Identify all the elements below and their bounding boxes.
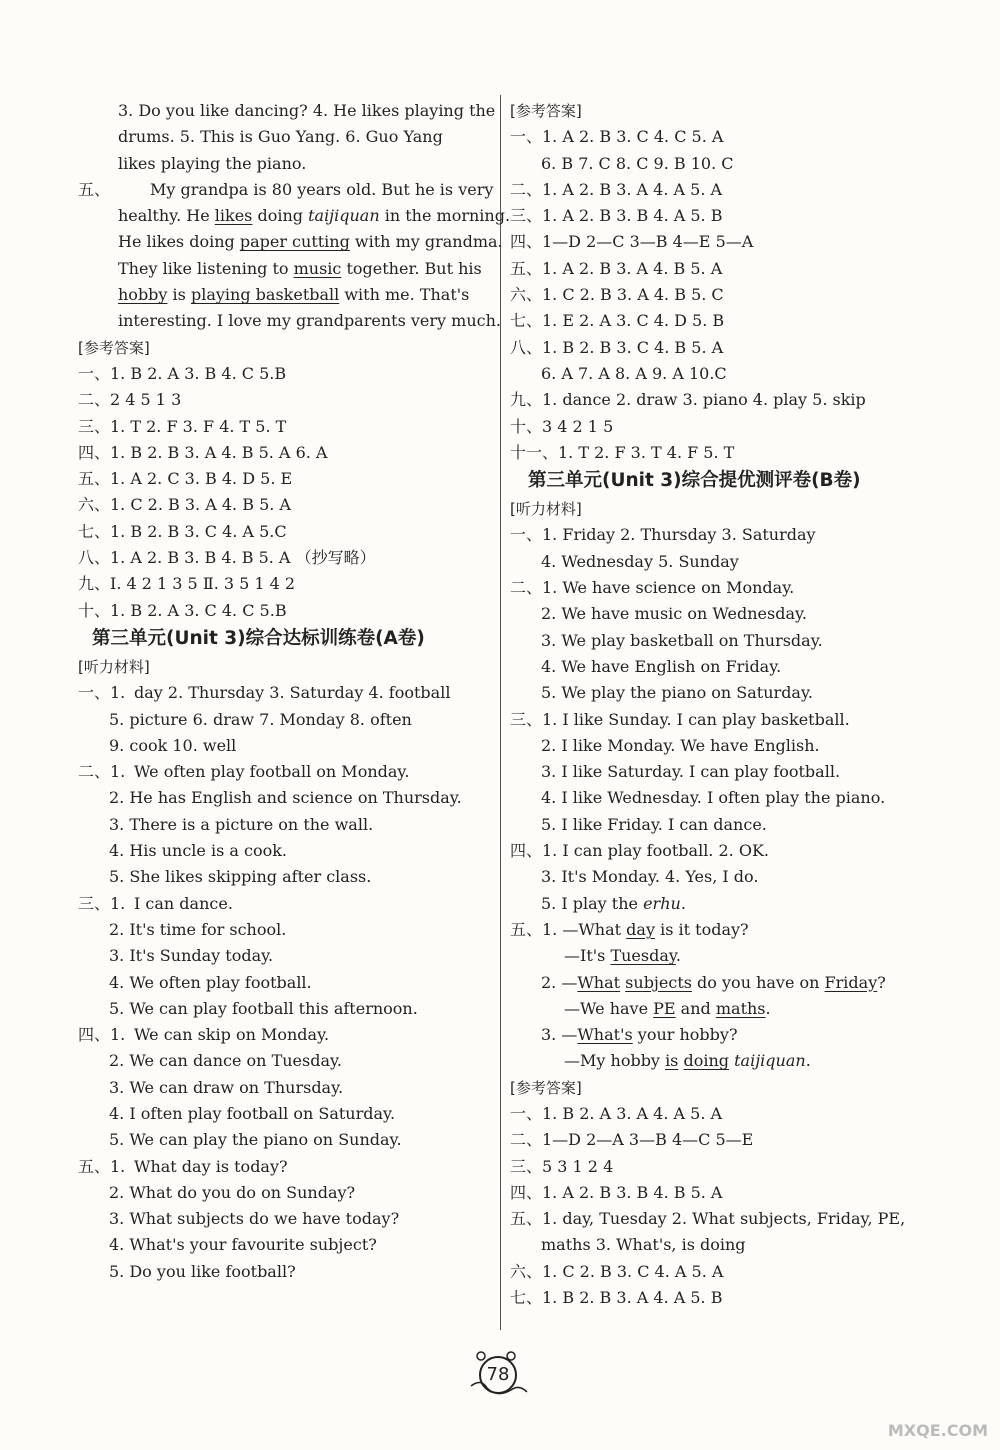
list-line: 5. We play the piano on Saturday. <box>541 683 813 703</box>
list-line: 九、1. dance 2. draw 3. piano 4. play 5. skip <box>510 390 866 410</box>
listening-line <box>78 680 498 706</box>
dialogue-line: 3. —What's your hobby? <box>541 1025 738 1045</box>
list-line: 4. I like Wednesday. I often play the piano. <box>541 788 886 808</box>
answer-line: 二、2 4 5 1 3 <box>78 390 182 410</box>
item-text: 3. It's Sunday today. <box>109 946 274 966</box>
answer-list <box>510 1101 930 1311</box>
listening-line <box>78 1154 498 1180</box>
page-number: 78 <box>486 1364 510 1385</box>
answer-line: 六、1. C 2. B 3. A 4. B 5. A <box>78 495 291 515</box>
passage-line: He likes doing paper cutting with my grandma. <box>118 232 503 252</box>
list-line: 七、1. B 2. B 3. A 4. A 5. B <box>510 1288 723 1308</box>
item-text: 9. cook 10. well <box>109 735 237 755</box>
list-line: 一、1. B 2. A 3. A 4. A 5. A <box>510 1103 723 1123</box>
answer-list <box>510 124 930 466</box>
listening-line <box>78 733 498 759</box>
dialogue-line: —We have PE and maths. <box>564 998 771 1018</box>
list-line: 三、5 3 1 2 4 <box>510 1156 614 1176</box>
list-line: 三、1. I like Sunday. I can play basketball. <box>510 709 850 729</box>
listening-line <box>78 1075 498 1101</box>
item-text: 2. It's time for school. <box>109 919 287 939</box>
item-number: 五、1. <box>78 1156 126 1176</box>
text-line: drums. 5. This is Guo Yang. 6. Guo Yang <box>118 127 443 147</box>
listening-header: [听力材料] <box>78 657 150 676</box>
list-line: 6. B 7. C 8. C 9. B 10. C <box>541 153 734 173</box>
listening-header: [听力材料] <box>510 500 582 519</box>
text-line: 3. Do you like dancing? 4. He likes playing the <box>118 101 496 120</box>
passage-line: 五、 My grandpa is 80 years old. But he is very <box>78 177 498 203</box>
list-line: 七、1. E 2. A 3. C 4. D 5. B <box>510 311 725 331</box>
item-text: 3. What subjects do we have today? <box>109 1209 400 1229</box>
answer-line: 八、1. A 2. B 3. B 4. B 5. A （抄写略） <box>78 548 376 568</box>
item-text: 5. She likes skipping after class. <box>109 867 372 887</box>
listening-line <box>78 1180 498 1206</box>
listening-line <box>78 996 498 1022</box>
right-column <box>510 98 930 1311</box>
item-text: 2. He has English and science on Thursday. <box>109 788 462 808</box>
list-line: 五、1. day, Tuesday 2. What subjects, Friday, PE, <box>510 1209 906 1229</box>
item-text: 5. picture 6. draw 7. Monday 8. often <box>109 709 412 729</box>
list-line: 四、1—D 2—C 3—B 4—E 5—A <box>510 232 754 252</box>
item-text: We can skip on Monday. <box>134 1025 330 1045</box>
list-line: 十一、1. T 2. F 3. T 4. F 5. T <box>510 442 735 462</box>
list-line: 四、1. A 2. B 3. B 4. B 5. A <box>510 1182 723 1202</box>
list-line: 四、1. I can play football. 2. OK. <box>510 841 769 861</box>
list-line: 六、1. C 2. B 3. C 4. A 5. A <box>510 1261 724 1281</box>
list-line: 一、1. Friday 2. Thursday 3. Saturday <box>510 525 816 545</box>
item-number: 四、1. <box>78 1025 126 1045</box>
list-line: 3. We play basketball on Thursday. <box>541 630 823 650</box>
item-text: 2. What do you do on Sunday? <box>109 1182 356 1202</box>
item-text: I can dance. <box>134 893 233 913</box>
watermark-text: MXQE.COM <box>887 1421 988 1440</box>
listening-list <box>78 680 498 1285</box>
listening-list <box>510 522 930 890</box>
item-text: 3. There is a picture on the wall. <box>109 814 374 834</box>
item-number: 一、1. <box>78 683 126 703</box>
listening-line <box>78 838 498 864</box>
answer-line: 七、1. B 2. B 3. C 4. A 5.C <box>78 521 287 541</box>
dialogue-line: 五、1. —What day is it today? <box>510 919 749 939</box>
answer-line: 五、1. A 2. C 3. B 4. D 5. E <box>78 469 293 489</box>
passage <box>78 177 511 335</box>
answer-line: 一、1. B 2. A 3. B 4. C 5.B <box>78 363 287 383</box>
listening-line <box>78 707 498 733</box>
answer-line: 三、1. T 2. F 3. F 4. T 5. T <box>78 416 287 436</box>
answers-header: [参考答案] <box>510 102 582 120</box>
list-line: 3. I like Saturday. I can play football. <box>541 762 841 782</box>
list-line: 一、1. A 2. B 3. C 4. C 5. A <box>510 127 724 147</box>
column-divider <box>500 95 501 1330</box>
listening-line <box>78 1022 498 1048</box>
list-line: 八、1. B 2. B 3. C 4. B 5. A <box>510 337 724 357</box>
item-text: 4. I often play football on Saturday. <box>109 1103 396 1123</box>
listening-line <box>78 917 498 943</box>
item-text: 3. We can draw on Thursday. <box>109 1077 344 1097</box>
item-text: 5. Do you like football? <box>109 1261 296 1281</box>
item-text: 5. We can play football this afternoon. <box>109 998 418 1018</box>
passage-line: They like listening to music together. But his <box>118 258 482 278</box>
unit-title: 第三单元(Unit 3)综合达标训练卷(A卷) <box>92 627 425 649</box>
item-text: We often play football on Monday. <box>134 762 410 782</box>
item-text: 4. His uncle is a cook. <box>109 841 288 861</box>
passage-line: hobby is playing basketball with me. That's <box>118 285 470 305</box>
answer-line: 四、1. B 2. B 3. A 4. B 5. A 6. A <box>78 442 328 462</box>
answer-line: 九、Ⅰ. 4 2 1 3 5 Ⅱ. 3 5 1 4 2 <box>78 574 296 594</box>
listening-line <box>78 891 498 917</box>
list-line: 6. A 7. A 8. A 9. A 10.C <box>541 363 727 383</box>
item-text: 4. What's your favourite subject? <box>109 1235 377 1255</box>
listening-line <box>78 1232 498 1258</box>
list-line: 2. We have music on Wednesday. <box>541 604 807 624</box>
listening-line <box>78 943 498 969</box>
listening-line <box>78 1127 498 1153</box>
item-text: 4. We often play football. <box>109 972 312 992</box>
listening-line <box>78 1101 498 1127</box>
listening-line <box>78 1259 498 1285</box>
list-line: 二、1. We have science on Monday. <box>510 578 795 598</box>
listening-line <box>78 970 498 996</box>
item-number: 三、1. <box>78 893 126 913</box>
list-line: 2. I like Monday. We have English. <box>541 735 820 755</box>
list-line: 5. I like Friday. I can dance. <box>541 814 767 834</box>
list-line: 六、1. C 2. B 3. A 4. B 5. C <box>510 285 724 305</box>
item-text: day 2. Thursday 3. Saturday 4. football <box>134 683 451 703</box>
list-line: 二、1—D 2—A 3—B 4—C 5—E <box>510 1130 754 1150</box>
list-line: 五、1. A 2. B 3. A 4. B 5. A <box>510 258 723 278</box>
text-line: likes playing the piano. <box>118 153 307 173</box>
page-number-badge <box>467 1348 531 1398</box>
passage-line: healthy. He likes doing taijiquan in the morning. <box>118 206 511 226</box>
listening-line <box>78 1206 498 1232</box>
answer-list <box>78 361 498 624</box>
dialogue-line: 2. —What subjects do you have on Friday? <box>541 972 886 992</box>
listening-line <box>78 812 498 838</box>
dialogue-block <box>510 917 930 1075</box>
passage-line: interesting. I love my grandparents very much. <box>118 311 501 331</box>
list-line: 4. Wednesday 5. Sunday <box>541 551 739 571</box>
unit-title: 第三单元(Unit 3)综合提优测评卷(B卷) <box>528 470 861 492</box>
listening-line <box>78 1048 498 1074</box>
dialogue-line: —It's Tuesday. <box>564 946 681 966</box>
item-text: 2. We can dance on Tuesday. <box>109 1051 342 1071</box>
listening-line: 5. I play the erhu. <box>541 893 686 913</box>
dialogue-line: —My hobby is doing taijiquan. <box>564 1051 811 1071</box>
left-column <box>78 98 511 1285</box>
item-number: 二、1. <box>78 762 126 782</box>
listening-line <box>78 759 498 785</box>
item-text: What day is today? <box>134 1156 288 1176</box>
listening-line <box>78 785 498 811</box>
list-line: maths 3. What's, is doing <box>541 1235 746 1255</box>
list-line: 4. We have English on Friday. <box>541 656 782 676</box>
list-line: 3. It's Monday. 4. Yes, I do. <box>541 867 759 887</box>
list-line: 二、1. A 2. B 3. A 4. A 5. A <box>510 179 723 199</box>
passage-label: 五、 <box>78 179 111 199</box>
answers-header: [参考答案] <box>510 1078 582 1097</box>
listening-line <box>78 864 498 890</box>
list-line: 三、1. A 2. B 3. B 4. A 5. B <box>510 206 723 226</box>
item-text: 5. We can play the piano on Sunday. <box>109 1130 402 1150</box>
list-line: 十、3 4 2 1 5 <box>510 416 614 436</box>
watermark-logo <box>872 1384 992 1444</box>
answers-header: [参考答案] <box>78 338 150 357</box>
answer-line: 十、1. B 2. A 3. C 4. C 5.B <box>78 600 287 620</box>
